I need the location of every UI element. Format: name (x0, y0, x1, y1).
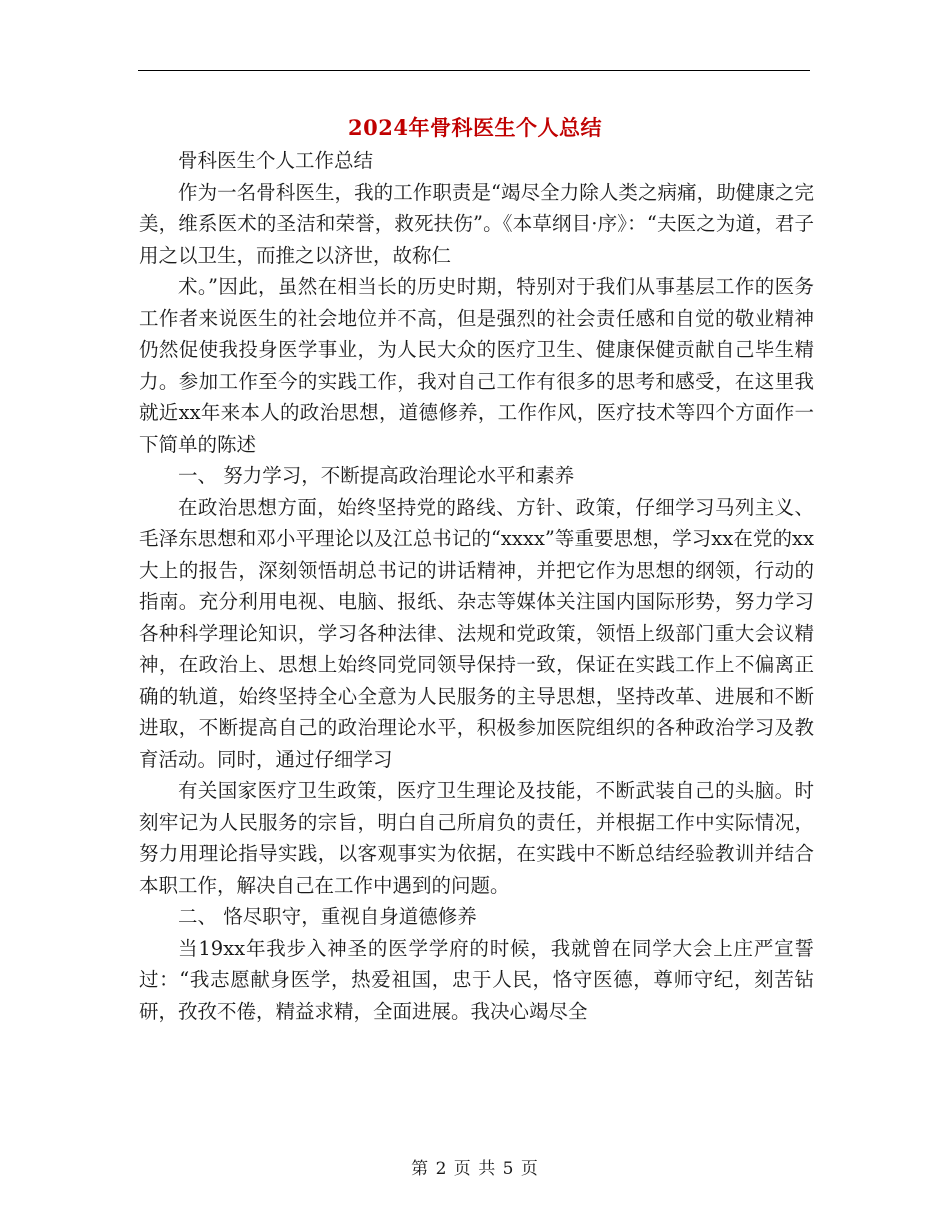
paragraph-subtitle: 骨科医生个人工作总结 (178, 149, 374, 172)
section-heading-1: 一、 努力学习，不断提高政治理论水平和素养 (178, 464, 575, 487)
paragraph-political: 在政治思想方面，始终坚持党的路线、方针、政策，仔细学习马列主义、毛泽东思想和邓小平理论以及江总书记的“xxxx”等重要思想，学习xx在党的xx大上的报告，深刻领悟胡总书记的讲话精神，并把它作为思想的纲领，行动的指南。充分利用电视、电脑、报纸、杂志等媒体关注国内国际形势，努力学习各种科学理论知识，学习各种法律、法规和党政策，领悟上级部门重大会议精神，在政治上、思想上始终同党同领导保持一致，保证在实践工作上不偏离正确的轨道，始终坚持全心全意为人民服务的主导思想，坚持改革、进展和不断进取，不断提高自己的政治理论水平，积极参加医院组织的各种政治学习及教育活动。同时，通过仔细学习 (139, 495, 814, 771)
paragraph-oath: 当19xx年我步入神圣的医学学府的时候，我就曾在同学大会上庄严宣誓过：“我志愿献身医学，热爱祖国，忠于人民，恪守医德，尊师守纪，刻苦钻研，孜孜不倦，精益求精，全面进展。我决心竭尽全 (139, 936, 814, 1023)
header-rule (138, 70, 810, 71)
paragraph-intro: 作为一名骨科医生，我的工作职责是“竭尽全力除人类之病痛，助健康之完美，维系医术的圣洁和荣誉，救死扶伤”。《本草纲目·序》：“夫医之为道，君子用之以卫生，而推之以济世，故称仁 (139, 180, 814, 267)
section-heading-2: 二、 恪尽职守，重视自身道德修养 (178, 905, 477, 928)
paragraph-background: 术。”因此，虽然在相当长的历史时期，特别对于我们从事基层工作的医务工作者来说医生的社会地位并不高，但是强烈的社会责任感和自觉的敬业精神仍然促使我投身医学事业，为人民大众的医疗卫生、健康保健贡献自己毕生精力。参加工作至今的实践工作，我对自己工作有很多的思考和感受，在这里我就近xx年来本人的政治思想，道德修养，工作作风，医疗技术等四个方面作一下简单的陈述 (139, 275, 814, 456)
document-title: 2024年骨科医生个人总结 (348, 115, 602, 140)
paragraph-policy: 有关国家医疗卫生政策，医疗卫生理论及技能，不断武装自己的头脑。时刻牢记为人民服务的宗旨，明白自己所肩负的责任，并根据工作中实际情况，努力用理论指导实践，以客观事实为依据，在实践中不断总结经验教训并结合本职工作，解决自己在工作中遇到的问题。 (139, 779, 814, 897)
document-body (139, 145, 814, 1027)
page-number: 第 2 页 共 5 页 (411, 1159, 539, 1179)
